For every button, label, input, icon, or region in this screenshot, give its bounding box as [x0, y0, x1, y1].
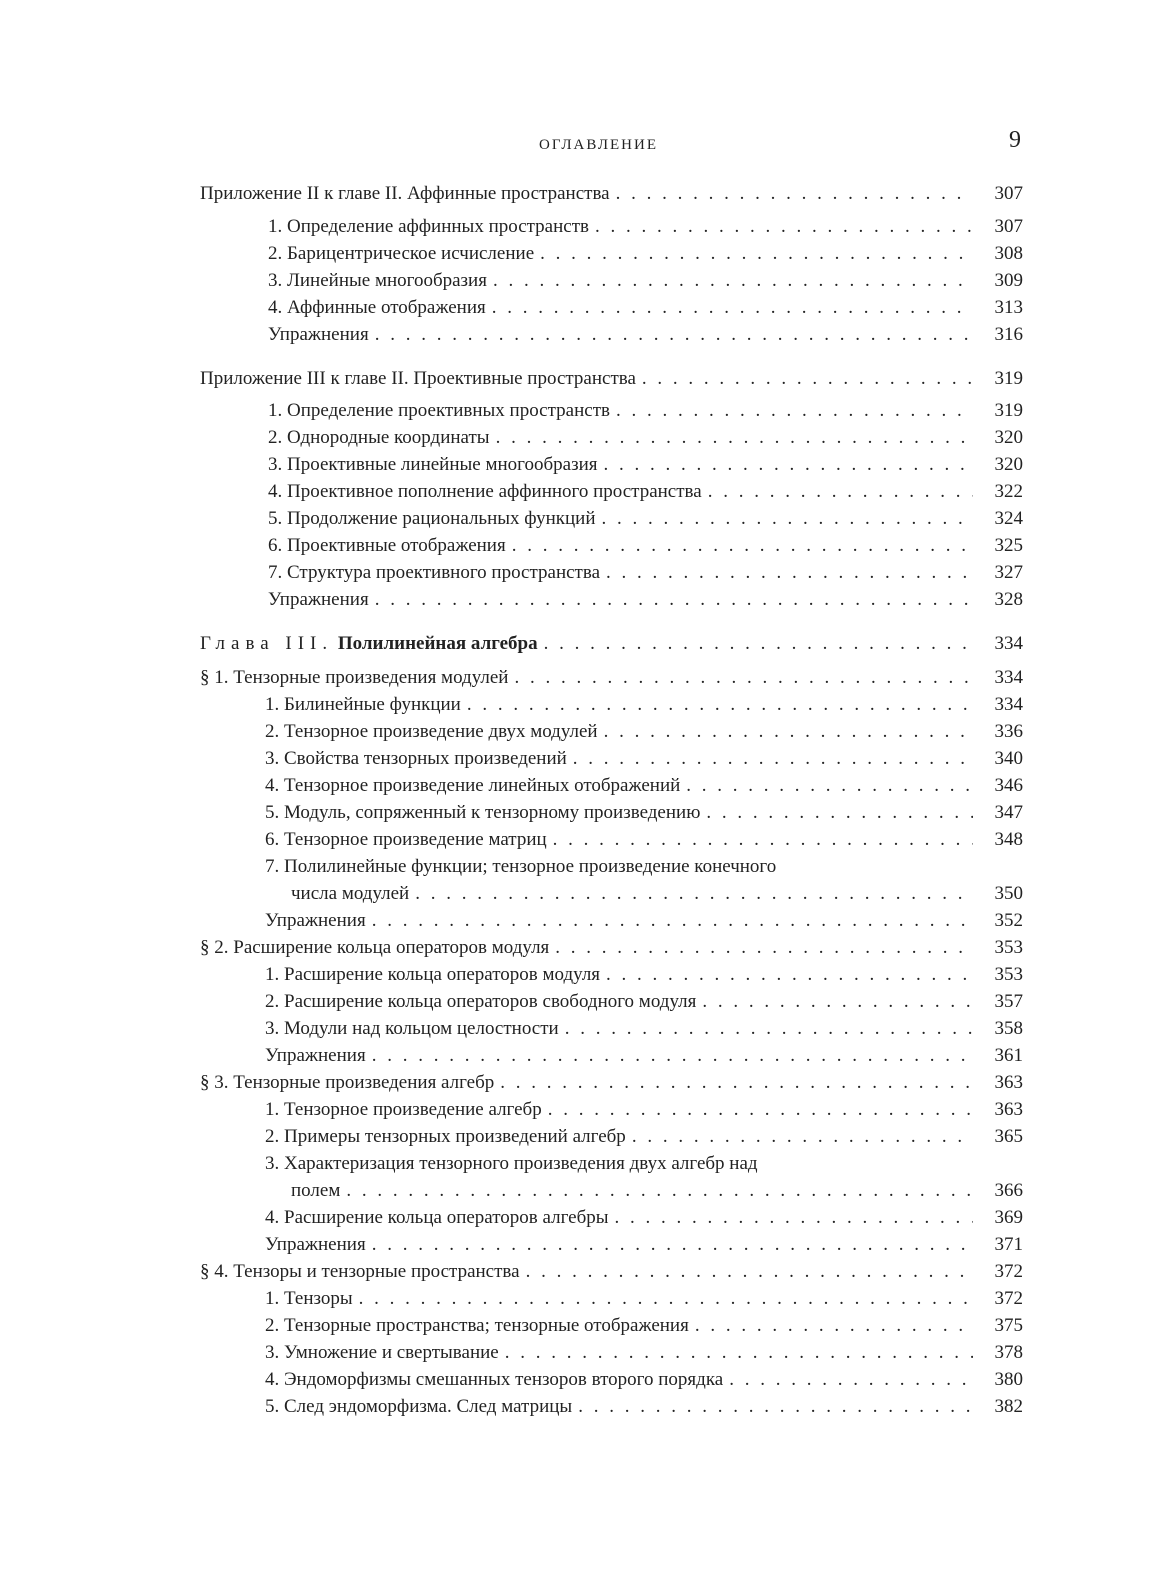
- dot-leader: [606, 961, 973, 988]
- toc-entry-text: 3. Модули над кольцом целостности: [265, 1018, 559, 1039]
- chapter-label: Глава III.: [200, 633, 334, 654]
- toc-page-number: 334: [994, 694, 1023, 715]
- toc-entry-text: 3. Свойства тензорных произведений: [265, 748, 567, 769]
- toc-page-number: 340: [994, 748, 1023, 769]
- toc-page-number: 307: [994, 183, 1023, 204]
- toc-page-number: 313: [994, 297, 1023, 318]
- toc-item[interactable]: [265, 1339, 1023, 1366]
- toc-entry-text: § 3. Тензорные произведения алгебр: [200, 1072, 495, 1093]
- dot-leader: [708, 478, 973, 505]
- toc-page-number: 320: [994, 454, 1023, 475]
- toc-entry-text: 1. Определение проективных пространств: [268, 400, 610, 421]
- dot-leader: [573, 745, 973, 772]
- toc-entry-text: 5. Модуль, сопряженный к тензорному произведению: [265, 802, 701, 823]
- toc-item[interactable]: [268, 213, 1023, 240]
- toc-entry-text: Упражнения: [268, 589, 369, 610]
- dot-leader: [375, 586, 973, 613]
- toc-item-first-line[interactable]: 7. Полилинейные функции; тензорное произведение конечного: [265, 856, 777, 877]
- dot-leader: [616, 180, 973, 207]
- toc-item[interactable]: [265, 961, 1023, 988]
- toc-entry-text: 6. Проективные отображения: [268, 535, 506, 556]
- toc-entry-text: 4. Аффинные отображения: [268, 297, 486, 318]
- toc-entry-text: 1. Билинейные функции: [265, 694, 461, 715]
- toc-item[interactable]: [265, 1204, 1023, 1231]
- toc-item[interactable]: [268, 397, 1023, 424]
- toc-entry-text: 7. Структура проективного пространства: [268, 562, 601, 583]
- toc-entry-text: 5. След эндоморфизма. След матрицы: [265, 1396, 573, 1417]
- dot-leader: [346, 1177, 973, 1204]
- toc-item-exercises[interactable]: [265, 907, 1023, 934]
- toc-item-first-line[interactable]: 3. Характеризация тензорного произведения двух алгебр над: [265, 1153, 758, 1174]
- toc-item[interactable]: [268, 267, 1023, 294]
- toc-entry-text: числа модулей: [291, 883, 410, 904]
- dot-leader: [372, 907, 973, 934]
- toc-appendix-2[interactable]: [200, 180, 1023, 207]
- dot-leader: [548, 1096, 973, 1123]
- toc-page-number: 382: [994, 1396, 1023, 1417]
- toc-section-2[interactable]: [200, 934, 1023, 961]
- dot-leader: [604, 718, 973, 745]
- dot-leader: [632, 1123, 973, 1150]
- toc-page-number: 357: [994, 991, 1023, 1012]
- toc-page-number: 348: [994, 829, 1023, 850]
- toc-page-number: 378: [994, 1342, 1023, 1363]
- toc-entry-text: Упражнения: [268, 324, 369, 345]
- toc-page-number: 369: [994, 1207, 1023, 1228]
- toc-page-number: 319: [994, 400, 1023, 421]
- toc-section-1[interactable]: [200, 664, 1023, 691]
- toc-entry-text: 1. Определение аффинных пространств: [268, 216, 589, 237]
- toc-page-number: 363: [994, 1099, 1023, 1120]
- toc-section-3[interactable]: [200, 1069, 1023, 1096]
- toc-item[interactable]: [268, 451, 1023, 478]
- toc-entry-text: 2. Однородные координаты: [268, 427, 490, 448]
- toc-entry-text: § 1. Тензорные произведения модулей: [200, 667, 509, 688]
- toc-entry-text: 1. Тензоры: [265, 1288, 353, 1309]
- toc-item[interactable]: [268, 478, 1023, 505]
- toc-page-number: 307: [994, 216, 1023, 237]
- toc-page-number: 372: [994, 1261, 1023, 1282]
- toc-item[interactable]: [265, 1123, 1023, 1150]
- toc-entry-text: Упражнения: [265, 1045, 366, 1066]
- toc-section-4[interactable]: [200, 1258, 1023, 1285]
- toc-item[interactable]: [268, 559, 1023, 586]
- dot-leader: [359, 1285, 973, 1312]
- dot-leader: [553, 826, 973, 853]
- toc-page-number: 353: [994, 937, 1023, 958]
- dot-leader: [467, 691, 973, 718]
- dot-leader: [415, 880, 973, 907]
- toc-entry-text: 4. Расширение кольца операторов алгебры: [265, 1207, 609, 1228]
- dot-leader: [493, 267, 973, 294]
- dot-leader: [500, 1069, 973, 1096]
- toc-entry-text: § 2. Расширение кольца операторов модуля: [200, 937, 550, 958]
- chapter-title: Полилинейная алгебра: [337, 633, 538, 654]
- toc-item[interactable]: [265, 718, 1023, 745]
- toc-page-number: 334: [994, 667, 1023, 688]
- toc-item-exercises[interactable]: [265, 1231, 1023, 1258]
- toc-item[interactable]: [265, 799, 1023, 826]
- toc-entry-text: 3. Умножение и свертывание: [265, 1342, 499, 1363]
- toc-chapter-3[interactable]: [200, 630, 1023, 657]
- toc-page-number: 316: [994, 324, 1023, 345]
- toc-item[interactable]: [265, 988, 1023, 1015]
- dot-leader: [526, 1258, 973, 1285]
- dot-leader: [496, 424, 973, 451]
- toc-item[interactable]: [265, 1366, 1023, 1393]
- toc-page-number: 336: [994, 721, 1023, 742]
- dot-leader: [606, 559, 973, 586]
- toc-item-exercises[interactable]: [268, 321, 1023, 348]
- toc-item[interactable]: [265, 1393, 1023, 1420]
- toc-item[interactable]: [265, 1015, 1023, 1042]
- toc-page-number: 380: [994, 1369, 1023, 1390]
- toc-entry-text: 2. Тензорное произведение двух модулей: [265, 721, 598, 742]
- dot-leader: [544, 630, 973, 657]
- toc-entry-text: 2. Тензорные пространства; тензорные отображения: [265, 1315, 689, 1336]
- toc-page-number: 327: [994, 562, 1023, 583]
- toc-item[interactable]: [268, 294, 1023, 321]
- dot-leader: [512, 532, 973, 559]
- dot-leader: [604, 451, 974, 478]
- toc-item[interactable]: [268, 424, 1023, 451]
- dot-leader: [375, 321, 973, 348]
- toc-item[interactable]: [268, 505, 1023, 532]
- dot-leader: [642, 365, 973, 392]
- toc-page-number: 324: [994, 508, 1023, 529]
- toc-page-number: 371: [994, 1234, 1023, 1255]
- toc-entry-text: 2. Примеры тензорных произведений алгебр: [265, 1126, 626, 1147]
- toc-page-number: 361: [994, 1045, 1023, 1066]
- toc-page-number: 347: [994, 802, 1023, 823]
- toc-item-exercises[interactable]: [265, 1042, 1023, 1069]
- toc-page-number: 346: [994, 775, 1023, 796]
- dot-leader: [702, 988, 973, 1015]
- toc-item[interactable]: [265, 691, 1023, 718]
- toc-page-number: 350: [994, 883, 1023, 904]
- toc-entry-text: 2. Барицентрическое исчисление: [268, 243, 535, 264]
- toc-page-number: 325: [994, 535, 1023, 556]
- dot-leader: [602, 505, 973, 532]
- toc-entry-text: 4. Проективное пополнение аффинного пространства: [268, 481, 702, 502]
- dot-leader: [514, 664, 973, 691]
- dot-leader: [695, 1312, 973, 1339]
- toc-page-number: 328: [994, 589, 1023, 610]
- dot-leader: [555, 934, 973, 961]
- toc-item[interactable]: [268, 532, 1023, 559]
- toc-page-number: 372: [994, 1288, 1023, 1309]
- toc-page-number: 358: [994, 1018, 1023, 1039]
- toc-page-number: 353: [994, 964, 1023, 985]
- dot-leader: [595, 213, 973, 240]
- toc-page-number: 375: [994, 1315, 1023, 1336]
- dot-leader: [729, 1366, 973, 1393]
- toc-entry-text: 2. Расширение кольца операторов свободного модуля: [265, 991, 697, 1012]
- toc-entry-text: полем: [291, 1180, 341, 1201]
- toc-page-number: 334: [994, 633, 1023, 654]
- toc-page-number: 363: [994, 1072, 1023, 1093]
- dot-leader: [706, 799, 973, 826]
- toc-entry-text: Приложение III к главе II. Проективные пространства: [200, 368, 636, 389]
- dot-leader: [372, 1231, 973, 1258]
- dot-leader: [540, 240, 973, 267]
- toc-entry-text: 3. Проективные линейные многообразия: [268, 454, 598, 475]
- toc-entry-text: 4. Эндоморфизмы смешанных тензоров второго порядка: [265, 1369, 724, 1390]
- dot-leader: [616, 397, 973, 424]
- toc-item-continuation[interactable]: [291, 1177, 1023, 1204]
- toc-item[interactable]: [265, 1096, 1023, 1123]
- toc-entry-text: Приложение II к главе II. Аффинные пространства: [200, 183, 610, 204]
- dot-leader: [492, 294, 973, 321]
- toc-appendix-3[interactable]: [200, 365, 1023, 392]
- toc-page-number: 308: [994, 243, 1023, 264]
- toc-entry-text: 3. Линейные многообразия: [268, 270, 487, 291]
- toc-page-number: 322: [994, 481, 1023, 502]
- toc-item[interactable]: [265, 1312, 1023, 1339]
- running-title: ОГЛАВЛЕНИЕ: [539, 137, 658, 153]
- toc-page-number: 352: [994, 910, 1023, 931]
- toc-page-number: 319: [994, 368, 1023, 389]
- toc-page-number: 320: [994, 427, 1023, 448]
- dot-leader: [565, 1015, 973, 1042]
- toc-entry-text: Упражнения: [265, 1234, 366, 1255]
- toc-item[interactable]: [265, 1285, 1023, 1312]
- toc-item[interactable]: [265, 745, 1023, 772]
- toc-entry-text: Упражнения: [265, 910, 366, 931]
- toc-page-number: 366: [994, 1180, 1023, 1201]
- toc-item-continuation[interactable]: [291, 880, 1023, 907]
- dot-leader: [505, 1339, 973, 1366]
- dot-leader: [686, 772, 973, 799]
- toc-entry-text: § 4. Тензоры и тензорные пространства: [200, 1261, 520, 1282]
- dot-leader: [578, 1393, 973, 1420]
- toc-item[interactable]: [265, 826, 1023, 853]
- toc-item[interactable]: [268, 240, 1023, 267]
- dot-leader: [372, 1042, 973, 1069]
- toc-item-exercises[interactable]: [268, 586, 1023, 613]
- toc-entry-text: 1. Тензорное произведение алгебр: [265, 1099, 542, 1120]
- toc-entry-text: 6. Тензорное произведение матриц: [265, 829, 547, 850]
- toc-page-number: 309: [994, 270, 1023, 291]
- toc-entry-text: [200, 630, 538, 657]
- toc-entry-text: 4. Тензорное произведение линейных отображений: [265, 775, 681, 796]
- toc-entry-text: 5. Продолжение рациональных функций: [268, 508, 596, 529]
- toc-entry-text: 1. Расширение кольца операторов модуля: [265, 964, 601, 985]
- page-number: 9: [1009, 127, 1021, 153]
- toc-item[interactable]: [265, 772, 1023, 799]
- toc-page-number: 365: [994, 1126, 1023, 1147]
- dot-leader: [615, 1204, 973, 1231]
